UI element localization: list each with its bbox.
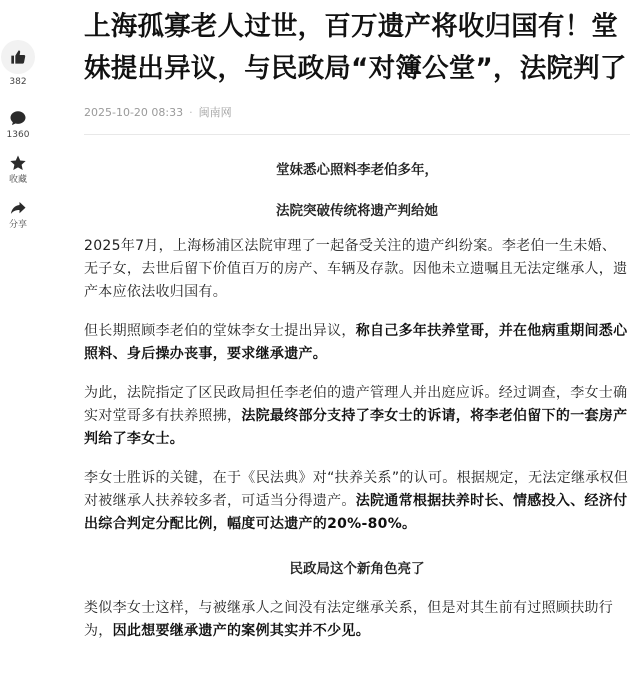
paragraph-3-bold: 法院最终部分支持了李女士的诉请，将李老伯留下的一套房产判给了李女士。	[84, 408, 628, 447]
like-icon-circle	[1, 40, 35, 74]
section-heading-2: 法院突破传统将遗产判给她	[276, 203, 438, 219]
like-button[interactable]	[1, 40, 35, 87]
paragraph-1: 2025年7月，上海杨浦区法院审理了一起备受关注的遗产纠纷案。李老伯一生未婚、无子女，去世后留下价值百万的房产、车辆及存款。因他未立遗嘱且无法定继承人，遗产本应依法收归国有。	[84, 238, 628, 300]
share-button[interactable]	[9, 199, 27, 230]
paragraph-2-bold: 称自己多年扶养堂哥，并在他病重期间悉心照料、身后操办丧事，要求继承遗产。	[84, 323, 628, 362]
paragraph-4-bold: 法院通常根据扶养时长、情感投入、经济付出综合判定分配比例，幅度可达遗产的20%-80%。	[84, 493, 628, 532]
article	[84, 6, 630, 643]
paragraph-4-text: 李女士胜诉的关键，在于《民法典》对“扶养关系”的认可。根据规定，无法定继承权但对被继承人扶养较多者，可适当分得遗产。	[84, 470, 629, 509]
article-body	[84, 159, 630, 643]
favorite-label: 收藏	[8, 175, 27, 185]
section-heading-3: 民政局这个新角色亮了	[289, 561, 425, 577]
share-label: 分享	[8, 220, 27, 230]
paragraph-5-bold: 因此想要继承遗产的案例其实并不少见。	[112, 623, 371, 639]
action-sidebar	[0, 40, 36, 244]
article-title: 上海孤寡老人过世，百万遗产将收归国有！堂妹提出异议，与民政局“对簿公堂”，法院判了	[84, 11, 627, 84]
section-heading-1: 堂妹悉心照料李老伯多年，	[276, 162, 438, 178]
paragraph-5-text: 类似李女士这样，与被继承人之间没有法定继承关系，但是对其生前有过照顾扶助行为，	[84, 600, 614, 639]
thumb-up-icon	[9, 48, 27, 66]
paragraph-3-text: 为此，法院指定了区民政局担任李老伯的遗产管理人并出庭应诉。经过调查，李女士确实对堂哥多有扶养照拂，	[84, 385, 628, 424]
paragraph-3	[84, 382, 630, 451]
publish-date: 2025-10-20 08:33	[84, 105, 184, 119]
article-meta	[84, 104, 630, 120]
like-count: 382	[9, 77, 27, 87]
share-icon	[9, 199, 27, 217]
comment-button[interactable]	[7, 109, 30, 140]
star-icon	[9, 154, 27, 172]
paragraph-2	[84, 320, 630, 366]
meta-divider	[84, 134, 630, 135]
comment-icon	[9, 109, 27, 127]
meta-separator: ·	[189, 105, 193, 119]
paragraph-2-text: 但长期照顾李老伯的堂妹李女士提出异议，	[84, 323, 356, 339]
favorite-button[interactable]	[9, 154, 27, 185]
paragraph-5	[84, 597, 630, 643]
comment-count: 1360	[6, 130, 30, 140]
article-source[interactable]: 闽南网	[198, 106, 232, 119]
paragraph-4	[84, 467, 630, 536]
